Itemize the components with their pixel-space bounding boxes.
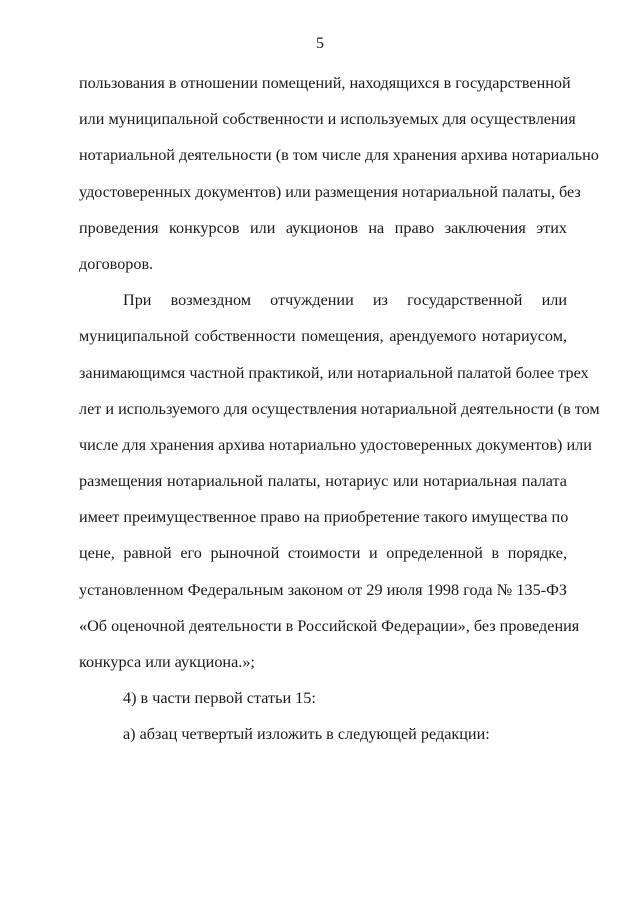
document-body [79, 65, 600, 753]
paragraph-2-line-7: имеет преимущественное право на приобретение такого имущества по [79, 508, 569, 527]
paragraph-1-line-5: проведения конкурсов или аукционов на право заключения этих [79, 218, 567, 237]
paragraph-4-line-1: а) абзац четвертый изложить в следующей редакции: [123, 725, 490, 744]
paragraph-1-line-3: нотариальной деятельности (в том числе для хранения архива нотариально [79, 146, 599, 165]
paragraph-2-line-9: установленном Федеральным законом от 29 июля 1998 года № 135-ФЗ [79, 580, 567, 599]
paragraph-2-line-5: числе для хранения архива нотариально удостоверенных документов) или [79, 435, 592, 454]
paragraph-1-line-1: пользования в отношении помещений, находящихся в государственной [79, 74, 571, 92]
paragraph-2-line-11: конкурса или аукциона.»; [79, 653, 255, 671]
paragraph-2-line-8: цене, равной его рыночной стоимости и определенной в порядке, [79, 544, 567, 563]
paragraph-2-line-2: муниципальной собственности помещения, арендуемого нотариусом, [79, 327, 567, 346]
paragraph-1-line-6: договоров. [79, 254, 154, 273]
page-number: 5 [316, 35, 324, 52]
paragraph-2-line-3: занимающимся частной практикой, или нотариальной палатой более трех [79, 363, 589, 382]
paragraph-2-line-6: размещения нотариальной палаты, нотариус или нотариальная палата [79, 472, 567, 491]
paragraph-2-line-4: лет и используемого для осуществления нотариальной деятельности (в том [79, 399, 600, 418]
paragraph-1-line-4: удостоверенных документов) или размещения нотариальной палаты, без [79, 182, 581, 201]
paragraph-3-line-1: 4) в части первой статьи 15: [123, 689, 316, 708]
paragraph-1-line-2: или муниципальной собственности и используемых для осуществления [79, 110, 576, 129]
paragraph-2-line-10: «Об оценочной деятельности в Российской Федерации», без проведения [79, 616, 580, 635]
paragraph-2-line-1: При возмездном отчуждении из государственной или [123, 291, 567, 310]
